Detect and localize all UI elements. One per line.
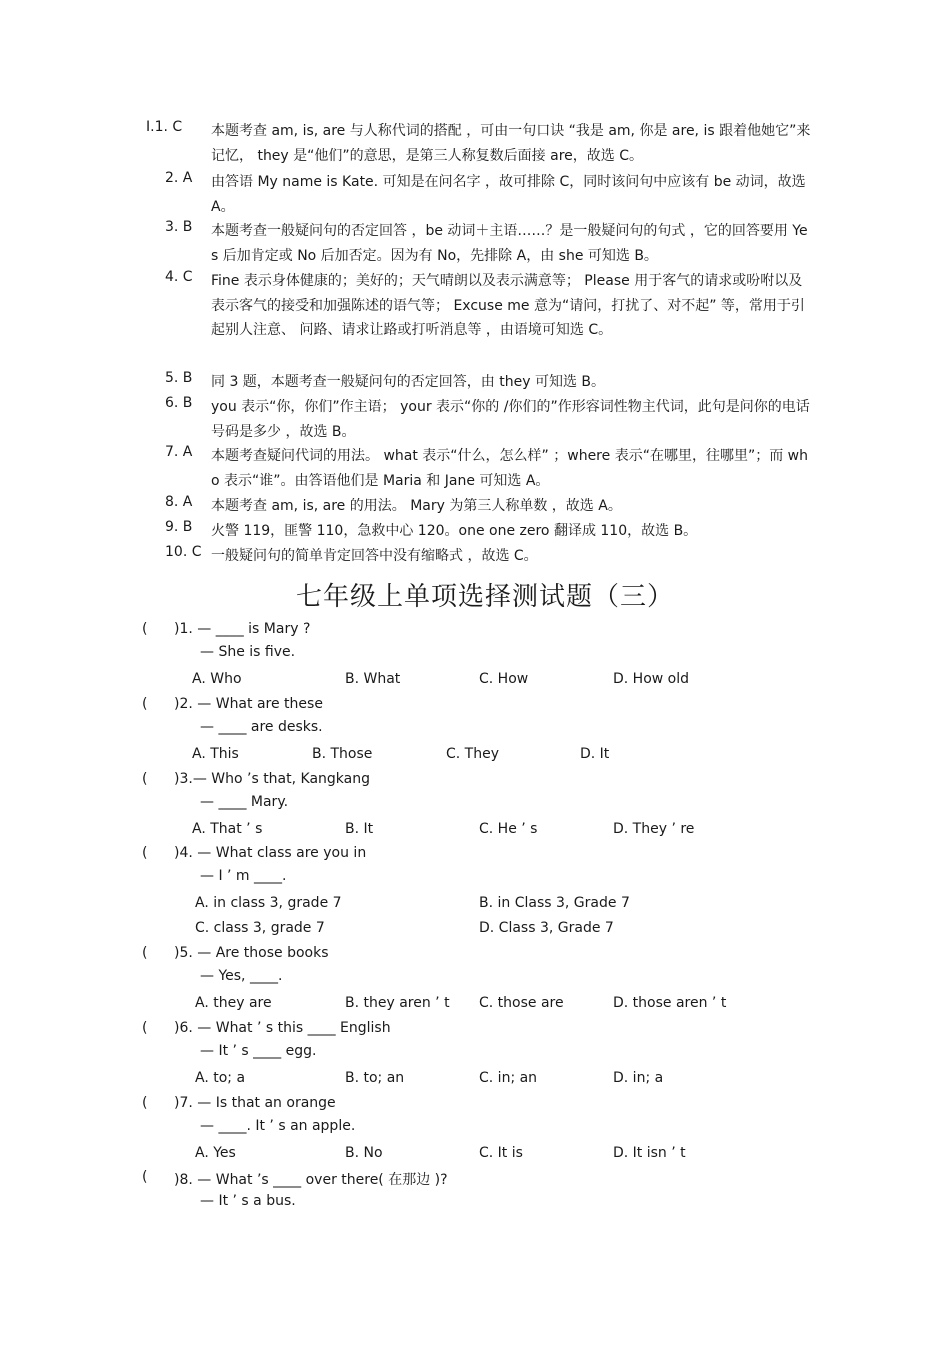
question-response: — It ’ s a bus. xyxy=(200,1193,296,1209)
option-b[interactable]: B. Those xyxy=(312,746,373,762)
option-d[interactable]: D. It isn ’ t xyxy=(613,1145,686,1161)
answer-text: Fine 表示身体健康的；美好的；天气晴朗以及表示满意等； Please 用于客气的请求或吩咐以及表示客气的接受和加强陈述的语气等； Excuse me 意为“请问，打扰了、对不起” 等，常用于引起别人注意、 问路、请求让路或打听消息等 ，由语境可知选 C。 xyxy=(211,273,805,338)
answer-number: 10. C xyxy=(165,544,202,560)
answer-number: Ⅰ.1. C xyxy=(146,119,183,135)
question-stem: )1. — ____ is Mary ? xyxy=(174,621,311,637)
option-b[interactable]: B. No xyxy=(345,1145,383,1161)
question-response: — It ’ s ____ egg. xyxy=(200,1043,317,1059)
question-stem: )2. — What are these xyxy=(174,696,323,712)
question-stem: )5. — Are those books xyxy=(174,945,329,961)
answer-text: 同 3 题，本题考查一般疑问句的否定回答，由 they 可知选 B。 xyxy=(211,374,606,390)
question-stem: )3.— Who ’s that, Kangkang xyxy=(174,771,370,787)
question-response: — Yes, ____. xyxy=(200,968,283,984)
option-c[interactable]: C. How xyxy=(479,671,529,687)
answer-text: 火警 119，匪警 110，急救中心 120。one one zero 翻译成 110，故选 B。 xyxy=(211,523,698,539)
answer-number: 3. B xyxy=(165,219,193,235)
answer-text: 一般疑问句的简单肯定回答中没有缩略式 ，故选 C。 xyxy=(211,548,538,564)
option-a[interactable]: A. Yes xyxy=(195,1145,236,1161)
option-c[interactable]: C. those are xyxy=(479,995,564,1011)
answer-blank[interactable]: ( xyxy=(142,621,148,637)
option-a[interactable]: A. This xyxy=(192,746,239,762)
option-a[interactable]: A. Who xyxy=(192,671,242,687)
option-a[interactable]: A. to; a xyxy=(195,1070,246,1086)
option-d[interactable]: D. How old xyxy=(613,671,690,687)
answer-number: 8. A xyxy=(165,494,193,510)
option-b[interactable]: B. in Class 3, Grade 7 xyxy=(479,895,630,911)
answer-text: 本题考查疑问代词的用法。 what 表示“什么，怎么样” ；where 表示“在哪里，往哪里”；而 who 表示“谁”。由答语他们是 Maria 和 Jane 可知选 A。 xyxy=(211,448,808,489)
answer-text: 本题考查 am, is, are 的用法。 Mary 为第三人称单数 ，故选 A。 xyxy=(211,498,622,514)
answer-number: 9. B xyxy=(165,519,193,535)
answer-blank[interactable]: ( xyxy=(142,1020,148,1036)
question-response: — I ’ m ____. xyxy=(200,868,287,884)
page-title: 七年级上单项选择测试题（三） xyxy=(295,582,674,612)
option-a[interactable]: A. in class 3, grade 7 xyxy=(195,895,342,911)
question-response: — ____ are desks. xyxy=(200,719,323,735)
question-response: — She is five. xyxy=(200,644,296,660)
answer-text: 由答语 My name is Kate. 可知是在问名字 ，故可排除 C，同时该问句中应该有 be 动词，故选 A。 xyxy=(211,174,806,215)
option-d[interactable]: D. in; a xyxy=(613,1070,664,1086)
answer-number: 5. B xyxy=(165,370,193,386)
option-d[interactable]: D. It xyxy=(580,746,610,762)
option-b[interactable]: B. It xyxy=(345,821,374,837)
answer-text: you 表示“你，你们”作主语； your 表示“你的 /你们的”作形容词性物主代词，此句是问你的电话号码是多少 ，故选 B。 xyxy=(211,399,810,440)
answer-blank[interactable]: ( xyxy=(142,1095,148,1111)
option-c[interactable]: C. It is xyxy=(479,1145,523,1161)
answer-number: 7. A xyxy=(165,444,193,460)
question-stem: )8. — What ’s ____ over there( 在那边 )? xyxy=(174,1172,448,1188)
answer-blank[interactable]: ( xyxy=(142,771,148,787)
option-b[interactable]: B. What xyxy=(345,671,401,687)
option-c[interactable]: C. in; an xyxy=(479,1070,538,1086)
option-b[interactable]: B. they aren ’ t xyxy=(345,995,450,1011)
answer-text: 本题考查 am, is, are 与人称代词的搭配 ，可由一句口诀 “我是 am, 你是 are, is 跟着他她它”来记忆， they 是“他们”的意思，是第三人称复数后面接 are，故选 C。 xyxy=(211,123,811,164)
question-stem: )6. — What ’ s this ____ English xyxy=(174,1020,391,1036)
option-d[interactable]: D. Class 3, Grade 7 xyxy=(479,920,614,936)
option-d[interactable]: D. those aren ’ t xyxy=(613,995,727,1011)
option-b[interactable]: B. to; an xyxy=(345,1070,405,1086)
question-stem: )7. — Is that an orange xyxy=(174,1095,336,1111)
question-response: — ____ Mary. xyxy=(200,794,289,810)
question-response: — ____. It ’ s an apple. xyxy=(200,1118,356,1134)
answer-number: 4. C xyxy=(165,269,193,285)
answer-number: 6. B xyxy=(165,395,193,411)
option-a[interactable]: A. That ’ s xyxy=(192,821,263,837)
answer-text: 本题考查一般疑问句的否定回答 ，be 动词＋主语……？是一般疑问句的句式 ，它的回答要用 Yes 后加肯定或 No 后加否定。因为有 No，先排除 A，由 she 可知选 B。 xyxy=(211,223,808,264)
answer-blank[interactable]: ( xyxy=(142,696,148,712)
option-d[interactable]: D. They ’ re xyxy=(613,821,695,837)
answer-blank[interactable]: ( xyxy=(142,1169,148,1185)
answer-blank[interactable]: ( xyxy=(142,845,148,861)
question-stem: )4. — What class are you in xyxy=(174,845,367,861)
answer-blank[interactable]: ( xyxy=(142,945,148,961)
option-c[interactable]: C. class 3, grade 7 xyxy=(195,920,325,936)
option-c[interactable]: C. He ’ s xyxy=(479,821,538,837)
option-c[interactable]: C. They xyxy=(446,746,499,762)
option-a[interactable]: A. they are xyxy=(195,995,272,1011)
answer-number: 2. A xyxy=(165,170,193,186)
